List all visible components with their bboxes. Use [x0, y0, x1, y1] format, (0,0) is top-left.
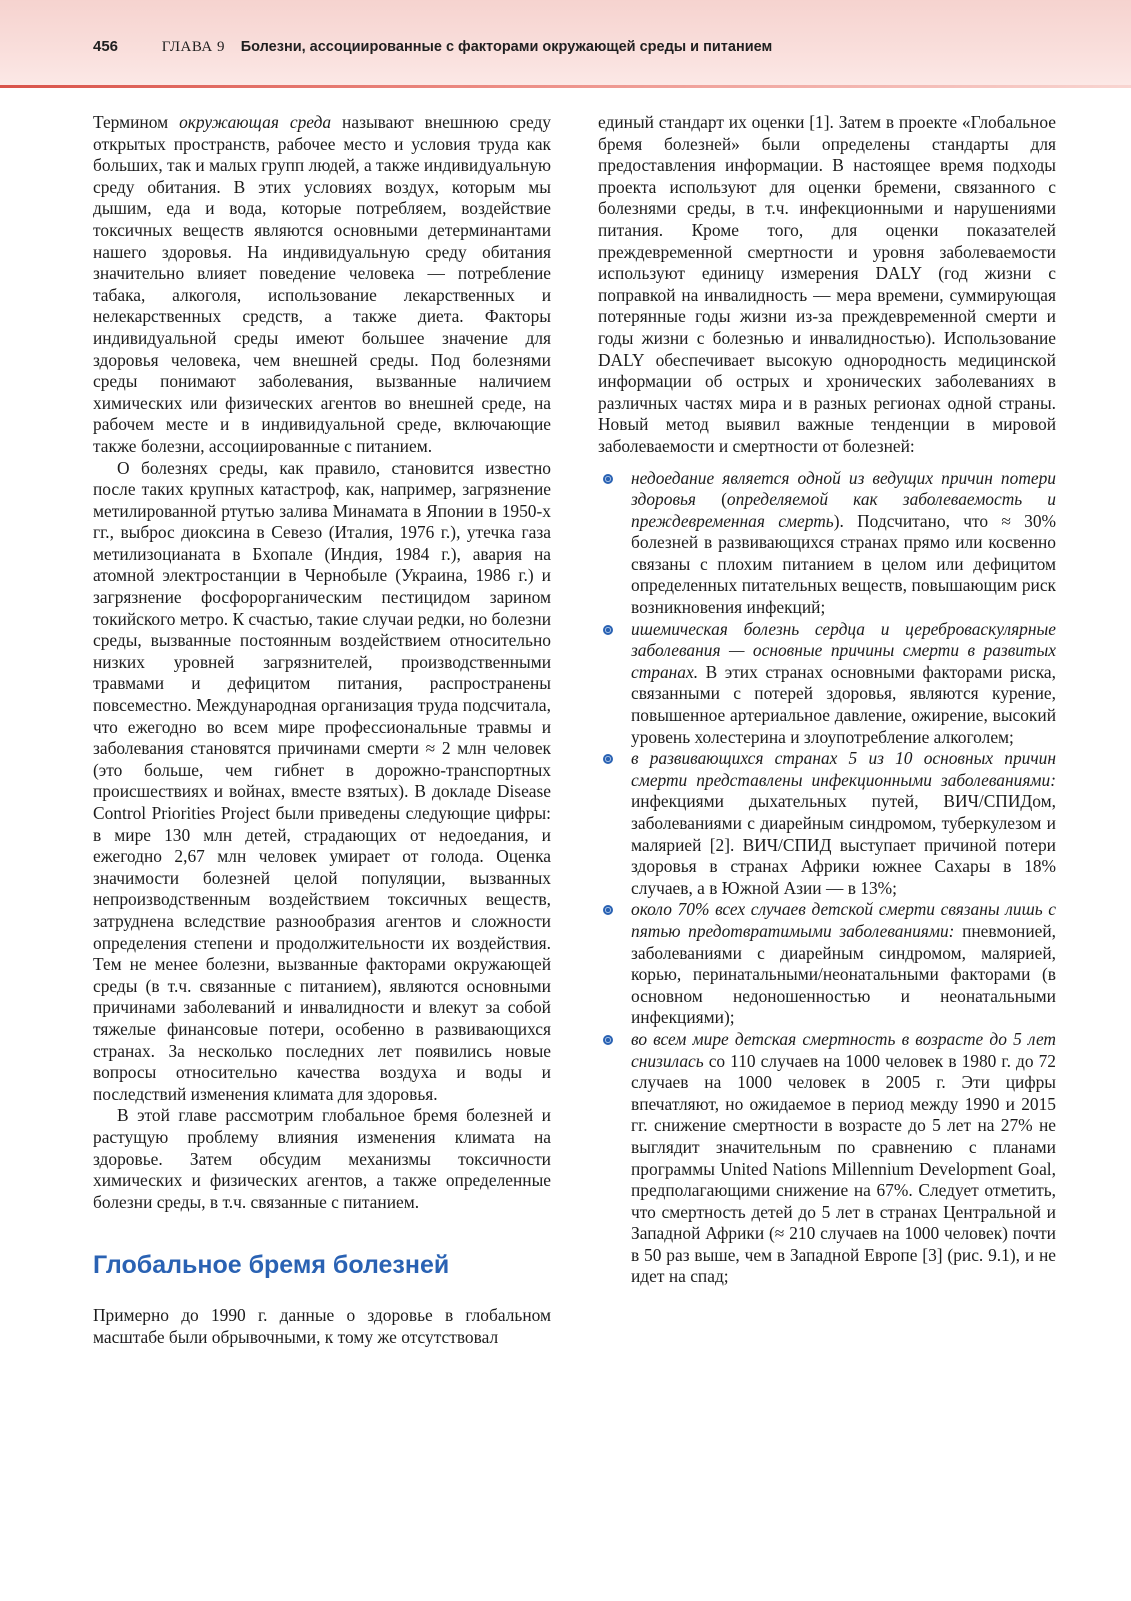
paragraph-daly: единый стандарт их оценки [1]. Затем в проекте «Глобальное бремя болезней» были определены стандарты для предоставления информации. В настоящее время подходы проекта используют для оценки бремени, связанного с болезнями среды, в т.ч. инфекционными и нарушениями питания. Кроме того, для оценки показателей преждевременной смертности и уровня заболеваемости используют единицу измерения DALY (год жизни с поправкой на инвалидность — мера времени, суммирующая потерянные годы жизни из-за преждевременной смерти и годы жизни с болезнью и инвалидностью). Использование DALY обеспечивает высокую однородность медицинской информации об острых и хронических заболеваниях в различных частях мира и в разных регионах одной страны. Новый метод выявил важные тенденции в мировой заболеваемости и смертности от болезней:: [598, 112, 1056, 456]
list-item: [598, 619, 1056, 749]
list-item: [598, 899, 1056, 1029]
text-run: ). Подсчитано, что ≈ 30% болезней в развивающихся странах прямо или косвенно связаны с плохим питанием в целом или дефицитом определенных питательных веществ, повышающим риск возникновения инфекций;: [631, 510, 1056, 618]
term-environment: окружающая среда: [179, 112, 332, 132]
text-run-italic: ишемическая болезнь сердца и цереброваскулярные заболевания — основные причины смерти в развитых странах.: [631, 618, 1056, 682]
text-run: называют внешнюю среду открытых пространств, рабочее место и условия труда как больших, так и малых групп людей, а также индивидуальную среду обитания. В этих условиях воздух, которым мы дышим, еда и вода, которые потребляем, воздействие токсичных веществ являются основными детерминантами нашего здоровья. На индивидуальную среду обитания значительно влияет поведение человека — потребление табака, алкоголя, использование лекарственных и нелекарственных средств, а также диета. Факторы индивидуальной среды имеют большее значение для здоровья человека, чем внешней среды. Под болезнями среды понимают заболевания, вызванные наличием химических или физических агентов во внешней среде, на рабочем месте и в индивидуальной среде, включающие также болезни, ассоциированные с питанием.: [93, 112, 551, 456]
bullet-icon: [603, 905, 613, 915]
text-run-italic: во всем мире детская смертность в возрасте до 5 лет снизилась: [631, 1028, 1056, 1071]
text-run-italic: около 70% всех случаев детской смерти связаны лишь с пятью предотвратимыми заболеваниями:: [631, 899, 1056, 941]
section-heading: Глобальное бремя болезней: [93, 1251, 450, 1280]
left-column: [93, 112, 551, 1348]
paragraph-intro: [93, 112, 551, 458]
bullet-icon: [603, 1035, 613, 1045]
text-run-italic: недоедание является одной из ведущих причин потери здоровья: [631, 467, 1056, 510]
right-column: [598, 112, 1056, 1288]
list-item: [598, 1029, 1056, 1288]
text-run: пневмонией, заболеваниями с диарейным синдромом, малярией, корью, перинатальными/неонатальными факторами (в основном недоношенностью и неонатальными инфекциями);: [631, 920, 1056, 1028]
paragraph-disasters: О болезнях среды, как правило, становится известно после таких крупных катастроф, как, например, загрязнение метилированной ртутью залива Минамата в Японии в 1950-х гг., выброс диоксина в Севезо (Италия, 1976 г.), утечка газа метилизоцианата в Бхопале (Индия, 1984 г.), авария на атомной электростанции в Чернобыле (Украина, 1986 г.) и загрязнение фосфорорганическим пестицидом зарином токийского метро. К счастью, такие случаи редки, но болезни среды, вызванные постоянным воздействием относительно низких уровней загрязнителей, производственными травмами и дефицитом питания, распространены повсеместно. Международная организация труда подсчитала, что ежегодно во всем мире профессиональные травмы и заболевания становятся причинами смерти ≈ 2 млн человек (это больше, чем гибнет в дорожно-транспортных происшествиях и войнах, вместе взятых). В докладе Disease Control Priorities Project были приведены следующие цифры: в мире 130 млн детей, страдающих от недоедания, и ежегодно 2,67 млн человек умирает от голода. Оценка значимости болезней целой популяции, вызванных непроизводственным воздействием токсичных веществ, затруднена вследствие разнообразия агентов и сложности определения степени и продолжительности их воздействия. Тем не менее болезни, вызванные факторами окружающей среды (в т.ч. связанные с питанием), являются основными причинами заболеваний и инвалидности и влекут за собой тяжелые финансовые потери, особенно в развивающихся странах. За несколько последних лет появились новые вопросы относительно качества воздуха и воды и последствий изменения климата для здоровья.: [93, 457, 551, 1104]
bullet-icon: [603, 754, 613, 764]
chapter-title: Болезни, ассоциированные с факторами окружающей среды и питанием: [240, 39, 773, 55]
text-run: (: [696, 489, 727, 510]
list-item: [598, 468, 1056, 619]
text-run: инфекциями дыхательных путей, ВИЧ/СПИДом, заболеваниями с диарейным синдромом, туберкулезом и малярией [2]. ВИЧ/СПИД выступает причиной потери здоровья в странах Африки южнее Сахары в 18% случаев, а в Южной Азии — в 13%;: [631, 791, 1056, 898]
list-item: [598, 748, 1056, 899]
paragraph-chapter-overview: В этой главе рассмотрим глобальное бремя болезней и растущую проблему влияния изменения климата на здоровье. Затем обсудим механизмы токсичности химических и физических агентов, а также определенные болезни среды, в т.ч. связанные с питанием.: [93, 1105, 551, 1212]
paragraph-global-burden: Примерно до 1990 г. данные о здоровье в глобальном масштабе были обрывочными, к тому же отсутствовал: [93, 1305, 551, 1347]
text-run-italic: определяемой как заболеваемость и преждевременная смерть: [631, 489, 1056, 531]
bullet-icon: [603, 474, 613, 484]
bullet-icon: [603, 625, 613, 635]
text-run-italic: в развивающихся странах 5 из 10 основных причин смерти представлены инфекционными заболеваниями:: [631, 748, 1056, 790]
text-run: со 110 случаев на 1000 человек в 1980 г. до 72 случаев на 1000 человек в 2005 г. Эти цифры впечатляют, но ожидаемое в период между 1990 и 2015 гг. снижение смертности в возрасте до 5 лет на 27% не выглядит значительным по сравнению с планами программы United Nations Millennium Development Goal, предполагающими снижение на 67%. Следует отметить, что смертность детей до 5 лет в странах Центральной и Западной Африки (≈ 210 случаев на 1000 человек) почти в 50 раз выше, чем в Западной Европе [3] (рис. 9.1), и не идет на спад;: [631, 1050, 1056, 1287]
page-number: 456: [93, 38, 119, 55]
chapter-label: ГЛАВА 9: [161, 39, 225, 55]
trend-list: [598, 468, 1056, 1289]
text-run: В этих странах основными факторами риска, связанными с потерей здоровья, являются курение, повышенное артериальное давление, ожирение, высокий уровень холестерина и злоупотребление алкоголем;: [631, 661, 1056, 747]
running-header: [93, 38, 772, 56]
text-run: Термином: [93, 112, 180, 132]
